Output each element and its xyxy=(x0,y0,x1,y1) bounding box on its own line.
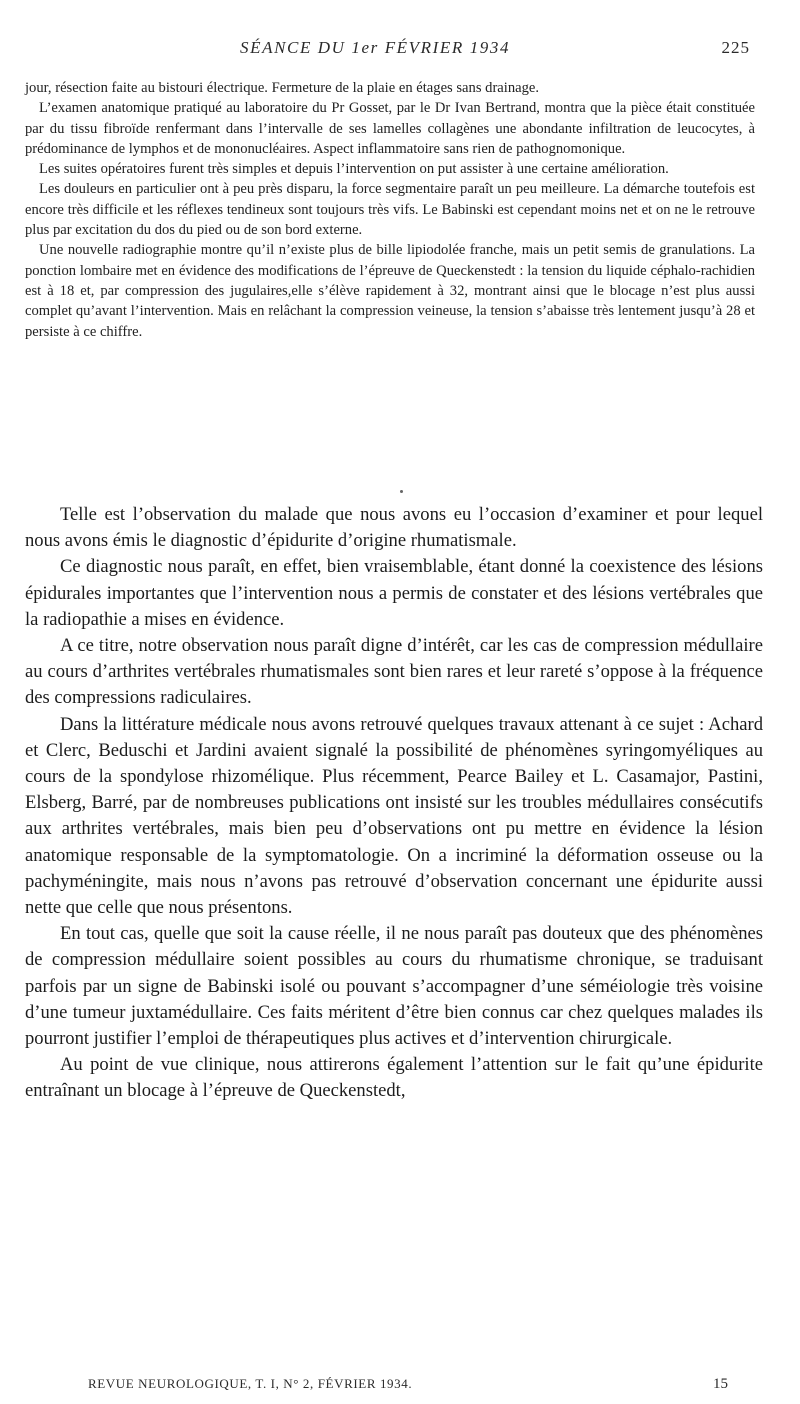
paragraph: Les suites opératoires furent très simples et depuis l’intervention on put assister à une certaine amélioration. xyxy=(39,161,669,178)
paragraph: Au point de vue clinique, nous attirerons également l’attention sur le fait qu’une épidurite entraînant un blocage à l’épreuve de Queckenstedt, xyxy=(25,1054,763,1102)
paragraph: Les douleurs en particulier ont à peu près disparu, la force segmentaire paraît un peu meilleure. La démarche toutefois est encore très difficile et les réflexes tendineux sont toujours très vifs. Le Babinski est cependant moins net et on ne le retrouve plus par excitation du dos du pied ou de son bord externe. xyxy=(25,181,755,239)
case-report-small-print xyxy=(25,78,755,342)
page-footer xyxy=(88,1376,728,1396)
paragraph: L’examen anatomique pratiqué au laboratoire du Pr Gosset, par le Dr Ivan Bertrand, montra que la pièce était constituée par du tissu fibroïde renfermant dans l’intervalle de ses lamelles collagènes une abondante infiltration de leucocytes, à prédominance de lymphos et de mononucléaires. Aspect inflammatoire sans rien de pathognomonique. xyxy=(25,100,755,157)
paragraph: jour, résection faite au bistouri électrique. Fermeture de la plaie en étages sans drainage. xyxy=(25,80,540,96)
running-title: SÉANCE DU 1er FÉVRIER 1934 xyxy=(240,38,511,57)
discussion-body xyxy=(25,502,763,1105)
page-number: 225 xyxy=(721,38,750,57)
paragraph: Telle est l’observation du malade que nous avons eu l’occasion d’examiner et pour lequel nous avons émis le diagnostic d’épidurite d’origine rhumatismale. xyxy=(25,504,763,552)
paragraph: En tout cas, quelle que soit la cause réelle, il ne nous paraît pas douteux que des phénomènes de compression médullaire soient possibles au cours du rhumatisme chronique, se traduisant parfois par un signe de Babinski isolé ou pouvant s’accompagner d’une séméiologie très voisine d’une tumeur juxtamédullaire. Ces faits méritent d’être bien connus car chez quelques malades ils pourront justifier l’emploi de thérapeutiques plus actives et d’intervention chirurgicale. xyxy=(25,923,763,1050)
paragraph: Une nouvelle radiographie montre qu’il n’existe plus de bille lipiodolée franche, mais un petit semis de granulations. La ponction lombaire met en évidence des modifications de l’épreuve de Queckenstedt : la tension du liquide céphalo-rachidien est à 18 et, par compression des jugulaires,elle s’élève rapidement à 32, montrant ainsi que le blocage n’est plus aussi complet qu’avant l’intervention. Mais en relâchant la compression veineuse, la tension s’abaisse très lentement jusqu’à 28 et persiste à ce chiffre. xyxy=(25,242,755,340)
paragraph: Ce diagnostic nous paraît, en effet, bien vraisemblable, étant donné la coexistence des lésions épidurales importantes que l’intervention nous a permis de constater et des lésions vertébrales que la radiopathie a mises en évidence. xyxy=(25,556,763,630)
signature-mark: 15 xyxy=(713,1376,728,1392)
section-separator-dot xyxy=(400,490,403,493)
paragraph: A ce titre, notre observation nous paraît digne d’intérêt, car les cas de compression médullaire au cours d’arthrites vertébrales rhumatismales sont bien rares et leur rareté s’oppose à la fréquence des compressions radiculaires. xyxy=(25,635,763,709)
journal-citation: REVUE NEUROLOGIQUE, T. I, N° 2, FÉVRIER 1934. xyxy=(88,1376,413,1391)
page-header xyxy=(0,38,800,62)
paragraph: Dans la littérature médicale nous avons retrouvé quelques travaux attenant à ce sujet : Achard et Clerc, Beduschi et Jardini avaient signalé la possibilité de phénomènes syringomyéliques au cours de la spondylose rhizomélique. Plus récemment, Pearce Bailey et L. Casamajor, Pastini, Elsberg, Barré, par de nombreuses publications ont insisté sur les troubles médullaires consécutifs aux arthrites vertébrales, mais bien peu d’observations ont pu mettre en évidence la lésion anatomique responsable de la symptomatologie. On a incriminé la déformation osseuse ou la pachyméningite, mais nous n’avons pas retrouvé d’observation concernant une épidurite aussi nette que celle que nous présentons. xyxy=(25,713,763,919)
